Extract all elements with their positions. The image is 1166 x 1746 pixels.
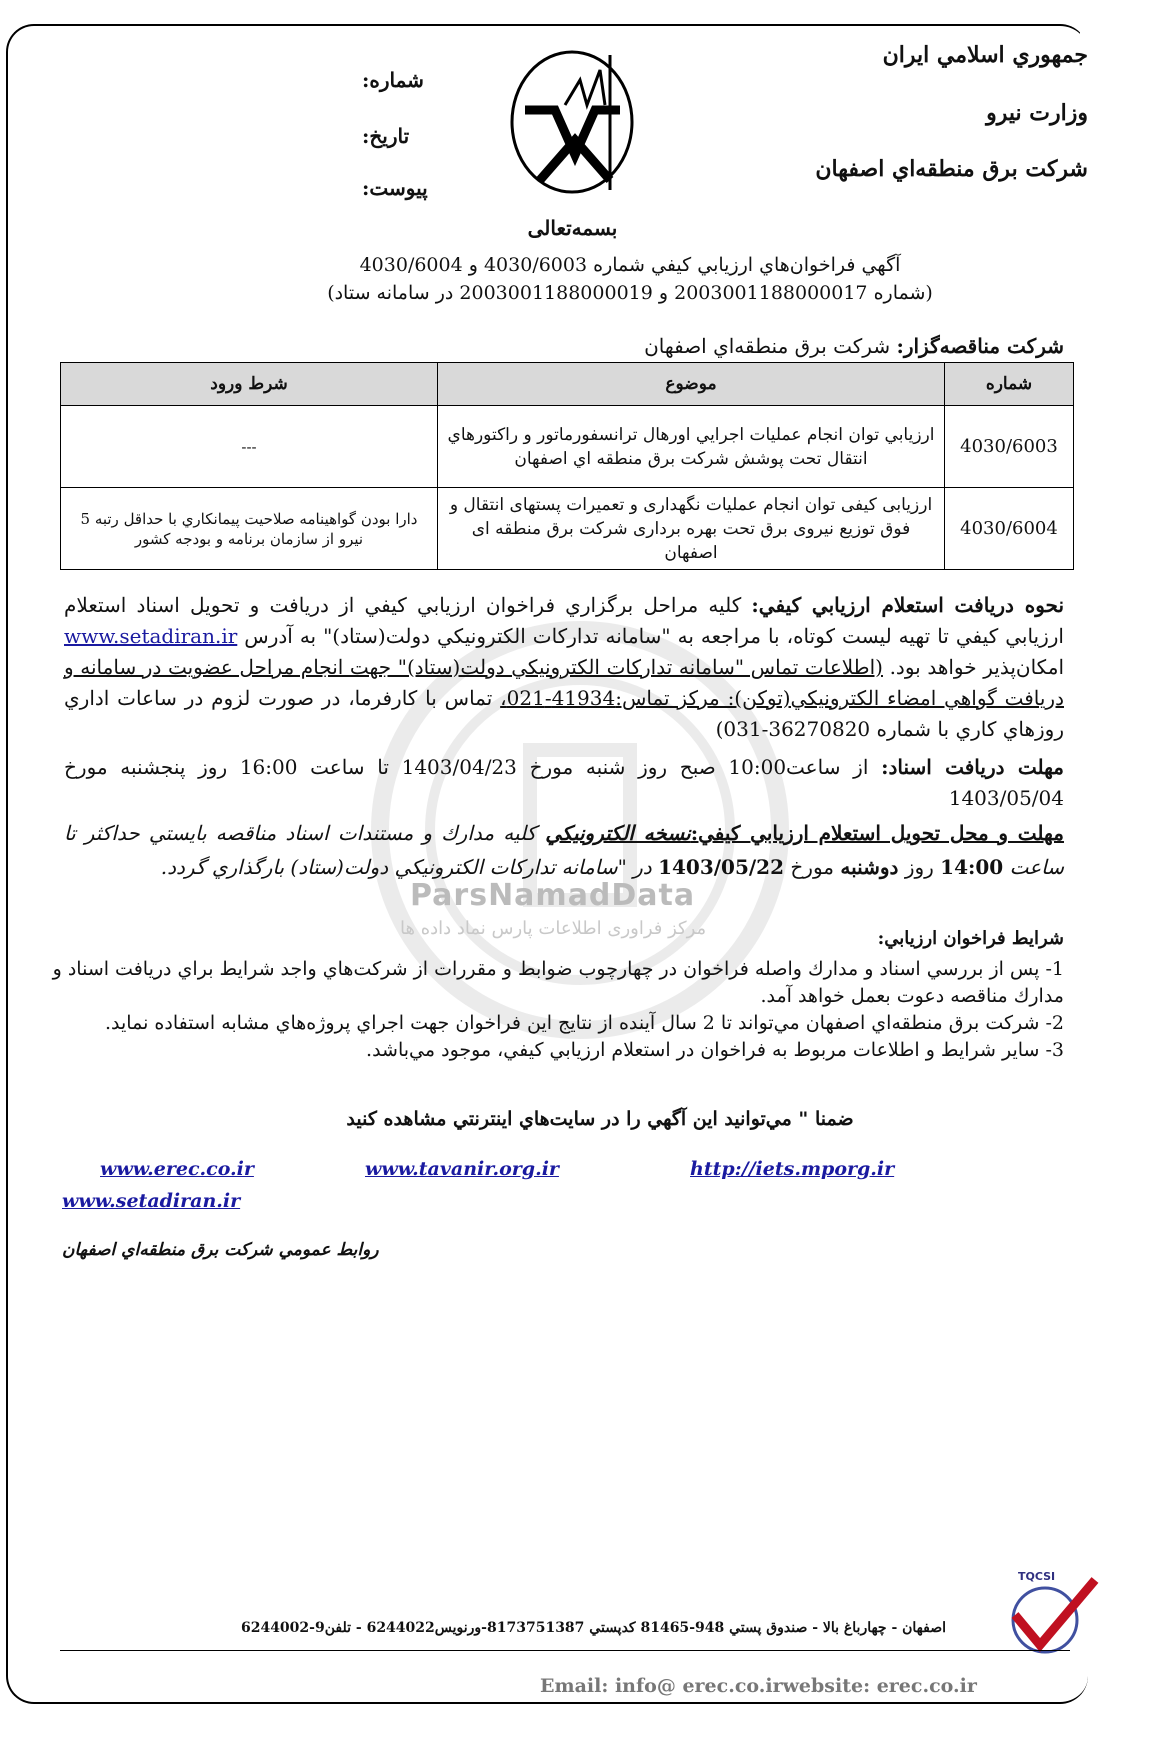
tender-value: شركت برق منطقه‌اي اصفهان: [644, 334, 897, 358]
attach-label: پيوست:: [362, 176, 428, 200]
delivery-label: مهلت و محل تحويل استعلام ارزيابي كيفي:: [690, 821, 1064, 845]
logo-caption: بسمه‌تعالی: [527, 216, 618, 240]
header-subject: موضوع: [438, 363, 945, 406]
receive-text-2: امكان‌پذير خواهد بود.: [882, 655, 1064, 679]
watermark-text: ParsNamadData: [410, 878, 696, 913]
table-row: [61, 488, 1074, 570]
receive-text: كليه مراحل برگزاري فراخوان ارزيابي كيفي از دريافت و تحويل اسناد استعلام ارزيابي كيفي تا تهيه ليست كوتاه، با مراجعه به "سامانه تداركات الكترونيكي دولت(ستاد)" به آدرس: [64, 593, 1064, 648]
deadline-text: از ساعت10:00 صبح روز شنبه مورخ 1403/04/23 تا ساعت 16:00 روز پنجشنبه مورخ 1403/05/04: [64, 755, 1064, 810]
tender-organizer: [644, 334, 1064, 358]
row-number: 4030/6004: [945, 488, 1074, 570]
delivery-text-4: در "سامانه تداركات الكترونيكي دولت(ستاد) بارگذاري گردد.: [160, 855, 659, 879]
conditions-list: [44, 956, 1064, 1064]
watermark-subtext: مرکز فراوری اطلاعات پارس نماد داده ها: [400, 918, 707, 939]
setadiran-site-link[interactable]: www.setadiran.ir: [62, 1190, 241, 1212]
electronic-copy: نسخه الكترونيكي: [545, 821, 691, 845]
row-subject: ارزیابی کیفی توان انجام عملیات نگهداری و تعمیرات پستهای انتقال و فوق توزیع نیروی برق تحت بهره برداری شرکت برق منطقه ای اصفهان: [438, 488, 945, 570]
list-item: 2- شركت برق منطقه‌اي اصفهان مي‌تواند تا 2 سال آينده از نتايج اين فراخوان جهت اجراي پروژه‌هاي مشابه استفاده نمايد.: [105, 1012, 1064, 1034]
signature: روابط عمومي شركت برق منطقه‌اي اصفهان: [62, 1240, 379, 1260]
tqcsi-badge: [1000, 1570, 1100, 1660]
table-header-row: [61, 363, 1074, 406]
delivery-text-2: روز: [898, 855, 941, 879]
delivery-text-3: مورخ: [784, 855, 841, 879]
list-item: 1- پس از بررسي اسناد و مدارك واصله فراخوان در چهارچوب ضوابط و مقررات از شركت‌هاي واجد شرايط براي دريافت اسناد و مدارك مناقصه دعوت بعمل خواهد آمد.: [52, 958, 1064, 1007]
setadiran-link[interactable]: www.setadiran.ir: [64, 624, 238, 648]
tqcsi-label: TQCSI: [1018, 1570, 1056, 1583]
receive-text-3: تماس با كارفرما، در صورت لزوم در ساعات اداري روزهاي كاري با شماره 36270820-031): [64, 686, 1064, 741]
row-number: 4030/6003: [945, 406, 1074, 488]
header-condition: شرط ورود: [61, 363, 438, 406]
deadline-label: مهلت دريافت اسناد:: [881, 755, 1065, 779]
contact-info: (اطلاعات تماس "سامانه تداركات الكترونيكي دولت(ستاد)" جهت انجام مراحل عضويت در سامانه و دريافت گواهي امضاء الكترونيكي(توكن): مركز تماس:41934-021،: [64, 655, 1064, 710]
tender-label: شركت مناقصه‌گزار:: [896, 334, 1064, 358]
date-label: تاريخ:: [362, 124, 410, 148]
notice-subtitle: (شماره 2003001188000017 و 2003001188000019 در سامانه ستاد): [327, 282, 933, 304]
erec-link[interactable]: www.erec.co.ir: [100, 1158, 254, 1180]
deadline-paragraph: [64, 752, 1064, 814]
header-number: شماره: [945, 363, 1074, 406]
iets-link[interactable]: http://iets.mporg.ir: [690, 1158, 895, 1180]
notice-title: آگهي فراخوان‌هاي ارزيابي كيفي شماره 4030/6003 و 4030/6004: [359, 254, 901, 276]
list-item: 3- ساير شرايط و اطلاعات مربوط به فراخوان در استعلام ارزيابي كيفي، موجود مي‌باشد.: [366, 1039, 1064, 1061]
footer-address: اصفهان - چهارباغ بالا - صندوق پستي 948-81465 كدپستي 8173751387-ورنويس6244022 - تلفن9-6244002: [240, 1620, 946, 1636]
receive-paragraph: [64, 590, 1064, 745]
company-name: شركت برق منطقه‌اي اصفهان: [815, 156, 1088, 182]
conditions-title: شرايط فراخوان ارزيابي:: [877, 928, 1064, 949]
tender-table: [60, 362, 1074, 570]
delivery-day: دوشنبه: [840, 855, 899, 879]
websites-notice: ضمنا " مي‌توانيد اين آگهي را در سايت‌هاي اينترنتي مشاهده كنيد: [346, 1108, 854, 1130]
row-condition: ---: [61, 406, 438, 488]
delivery-text: كليه مدارك و مستندات اسناد مناقصه بايستي حداكثر تا ساعت: [64, 821, 1064, 879]
row-subject: ارزيابي توان انجام عمليات اجرايي اورهال ترانسفورماتور و راكتورهاي انتقال تحت پوشش شركت برق منطقه اي اصفهان: [438, 406, 945, 488]
delivery-paragraph: [64, 816, 1064, 884]
tavanir-logo-icon: [505, 50, 640, 240]
number-label: شماره:: [362, 68, 424, 92]
row-condition: دارا بودن گواهينامه صلاحيت پيمانكاري با حداقل رتبه 5 نيرو از سازمان برنامه و بودجه كشور: [61, 488, 438, 570]
tavanir-link[interactable]: www.tavanir.org.ir: [365, 1158, 559, 1180]
footer-divider: [60, 1650, 1070, 1651]
footer-email: Email: info@ erec.co.irwebsite: erec.co.ir: [540, 1675, 977, 1697]
ministry-name: وزارت نيرو: [986, 100, 1088, 126]
delivery-date: 1403/05/22: [658, 855, 785, 879]
receive-label: نحوه دريافت استعلام ارزيابي كيفي:: [751, 593, 1065, 617]
gov-name: جمهوري اسلامي ايران: [882, 42, 1088, 68]
delivery-time: 14:00: [940, 855, 1004, 879]
table-row: [61, 406, 1074, 488]
